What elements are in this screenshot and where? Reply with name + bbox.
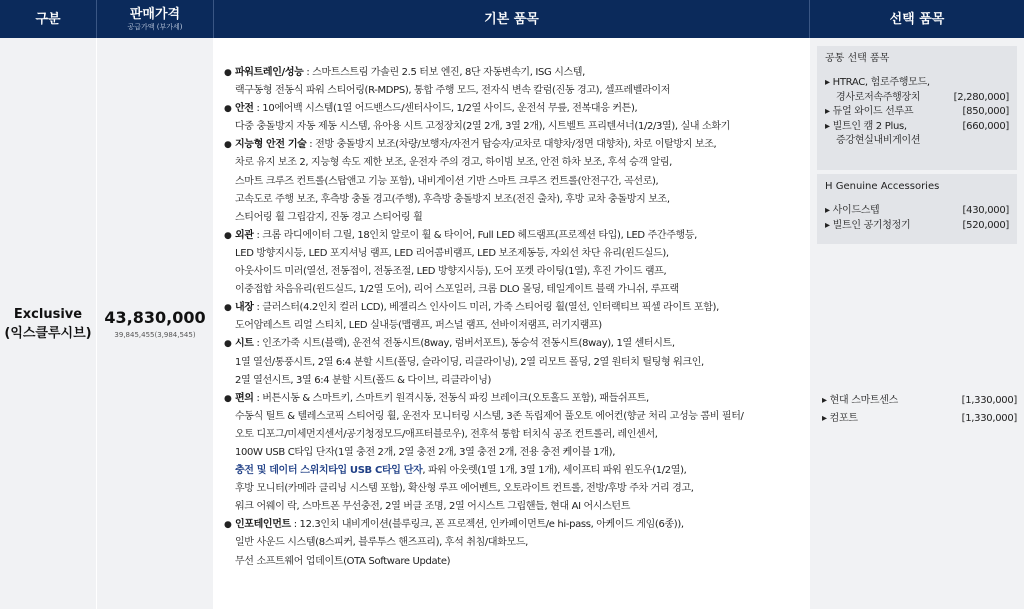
option-price: [520,000] bbox=[962, 219, 1009, 231]
header-basic bbox=[214, 0, 809, 38]
basic-item-powertrain bbox=[224, 64, 804, 100]
triangle-right-icon: ▸ bbox=[825, 205, 833, 216]
item-text: , 파워 아웃렛(1열 1개, 3열 1개), 세이프티 파워 윈도우(1/2열), bbox=[422, 465, 687, 477]
item-line: 1열 열선/통풍시트, 2열 6:4 분할 시트(폴딩, 슬라이딩, 리클라이닝), 2열 리모트 폴딩, 2열 원터치 틸팅형 워크인, bbox=[235, 356, 704, 368]
option-name: 현대 스마트센스 bbox=[829, 395, 899, 406]
price-cell bbox=[97, 38, 213, 609]
genuine-accessories-title: H Genuine Accessories bbox=[825, 181, 940, 192]
option-name-cont: 증강현실내비게이션 bbox=[836, 135, 921, 146]
item-line bbox=[235, 516, 804, 534]
bullet-icon: ● bbox=[224, 393, 232, 404]
item-line: 후방 모니터(카메라 클리닝 시스템 포함), 확산형 루프 에어벤트, 오토라이트 컨트롤, 전방/후방 주차 거리 경고, bbox=[235, 483, 694, 495]
trim-name-en: Exclusive bbox=[13, 306, 83, 322]
item-line: 도어암레스트 리얼 스티치, LED 실내등(맵램프, 퍼스널 램프, 선바이저램프, 러기지램프) bbox=[235, 320, 602, 332]
genuine-accessories-box bbox=[817, 174, 1017, 244]
item-text: : 전방 충돌방지 보조(차량/보행자/자전거 탑승자/교차로 대향차/정면 대향차), 차로 이탈방지 보조, bbox=[306, 139, 717, 151]
triangle-right-icon: ▸ bbox=[825, 120, 833, 132]
option-price: [850,000] bbox=[962, 106, 1009, 117]
trim-name-ko: (익스클루시브) bbox=[4, 325, 92, 341]
item-line: 차로 유지 보조 2, 지능형 속도 제한 보조, 운전자 주의 경고, 하이빔 보조, 안전 하차 보조, 후석 승객 알림, bbox=[235, 157, 672, 169]
item-line: 이중접합 차음유리(윈드실드, 1/2열 도어), 리어 스포일러, 크롬 DLO 몰딩, 테일게이트 블랙 가니쉬, 루프랙 bbox=[235, 284, 679, 296]
item-text: : 클러스터(4.2인치 컬러 LCD), 베젤리스 인사이드 미러, 가죽 스티어링 휠(열선, 인터랙티브 픽셀 라이트 포함), bbox=[253, 302, 719, 314]
triangle-right-icon: ▸ bbox=[822, 413, 830, 424]
triangle-right-icon: ▸ bbox=[825, 106, 833, 117]
basic-item-convenience bbox=[224, 390, 804, 517]
header-trim bbox=[0, 0, 96, 38]
option-row bbox=[825, 204, 1009, 219]
option-price: [430,000] bbox=[962, 205, 1009, 216]
header-trim-label: 구분 bbox=[35, 11, 61, 27]
basic-items-cell bbox=[214, 38, 809, 609]
option-row bbox=[825, 105, 1009, 120]
option-name: 컴포트 bbox=[829, 413, 858, 424]
option-row bbox=[825, 219, 1009, 234]
option-name: 듀얼 와이드 선루프 bbox=[832, 106, 914, 117]
item-line: 워크 어웨이 락, 스마트폰 무선충전, 2열 버클 조명, 2열 어시스트 그립핸들, 현대 AI 어시스턴트 bbox=[235, 501, 631, 513]
item-line: 랙구동형 전동식 파워 스티어링(R-MDPS), 통합 주행 모드, 전자식 변속 칼럼(진동 경고), 셀프레벨라이저 bbox=[235, 85, 671, 97]
item-line: 100W USB C타입 단자(1열 충전 2개, 2열 충전 2개, 3열 충전 2개, 전용 충전 케이블 1개), bbox=[235, 446, 616, 458]
header-price-label: 판매가격 bbox=[129, 6, 181, 22]
basic-item-interior bbox=[224, 299, 804, 335]
item-line bbox=[235, 227, 804, 245]
basic-item-seats bbox=[224, 335, 804, 389]
item-line: 다중 충돌방지 자동 제동 시스템, 유아용 시트 고정장치(2열 2개, 3열 2개), 시트벨트 프리텐셔너(1/2/3열), 실내 소화기 bbox=[235, 121, 730, 133]
item-line: 일반 사운드 시스템(8스피커, 블루투스 핸즈프리), 후석 취침/대화모드, bbox=[235, 537, 528, 549]
header-option-label: 선택 품목 bbox=[889, 11, 945, 27]
item-line bbox=[235, 100, 804, 118]
highlight-text: 충전 및 데이터 스위치타입 USB C타입 단자 bbox=[235, 465, 423, 477]
category-label: 외관 bbox=[235, 229, 254, 241]
options-cell bbox=[810, 38, 1024, 609]
item-line: 무선 소프트웨어 업데이트(OTA Software Update) bbox=[235, 555, 451, 567]
item-text: : 스마트스트림 가솔린 2.5 터보 엔진, 8단 자동변속기, ISG 시스템, bbox=[303, 67, 585, 78]
common-options-box bbox=[817, 46, 1017, 170]
basic-item-intelligent-safety bbox=[224, 136, 804, 226]
basic-item-exterior bbox=[224, 227, 804, 299]
item-text: : 10에어백 시스템(1열 어드밴스드/센터사이드, 1/2열 사이드, 운전석 무릎, 전복대응 커튼), bbox=[253, 103, 638, 115]
option-price: [2,280,000] bbox=[953, 91, 1009, 103]
header-basic-label: 기본 품목 bbox=[484, 11, 539, 27]
option-row bbox=[825, 91, 1009, 106]
item-line: 스마트 크루즈 컨트롤(스탑앤고 기능 포함), 내비게이션 기반 스마트 크루즈 컨트롤(안전구간, 곡선로), bbox=[235, 175, 659, 187]
supply-price: 39,845,455(3,984,545) bbox=[114, 331, 196, 339]
option-row bbox=[822, 410, 1017, 428]
bullet-icon: ● bbox=[224, 104, 232, 115]
common-options-title: 공통 선택 품목 bbox=[825, 53, 890, 64]
option-row bbox=[825, 120, 1009, 135]
bullet-icon: ● bbox=[224, 68, 232, 78]
item-line bbox=[235, 462, 804, 480]
category-label: 내장 bbox=[235, 302, 254, 314]
item-line bbox=[235, 136, 804, 154]
header-price-sublabel: 공급가액 (부가세) bbox=[127, 22, 183, 31]
item-line: 아웃사이드 미러(열선, 전동접이, 전동조절, LED 방향지시등), 도어 포켓 라이팅(1열), 후진 가이드 램프, bbox=[235, 266, 667, 278]
category-label: 파워트레인/성능 bbox=[235, 67, 304, 78]
option-row bbox=[825, 134, 1009, 149]
table-header bbox=[0, 0, 1024, 38]
basic-items-list bbox=[224, 64, 804, 571]
option-name: HTRAC, 험로주행모드, bbox=[832, 77, 930, 88]
item-line: 고속도로 주행 보조, 후측방 충돌 경고(주행), 후측방 충돌방지 보조(전진 출차), 후방 교차 충돌방지 보조, bbox=[235, 193, 670, 205]
bullet-icon: ● bbox=[224, 520, 232, 531]
option-price: [1,330,000] bbox=[961, 395, 1017, 406]
category-label: 시트 bbox=[235, 338, 254, 350]
item-line bbox=[235, 64, 804, 82]
category-label: 지능형 안전 기술 bbox=[235, 139, 307, 151]
retail-price: 43,830,000 bbox=[104, 308, 206, 327]
triangle-right-icon: ▸ bbox=[822, 395, 830, 406]
triangle-right-icon: ▸ bbox=[825, 77, 833, 88]
item-text: : 크롬 라디에이터 그릴, 18인치 알로이 휠 & 타이어, Full LED 헤드램프(프로젝션 타입), LED 주간주행등, bbox=[253, 229, 697, 241]
option-name: 빌트인 공기청정기 bbox=[832, 219, 911, 231]
option-price: [1,330,000] bbox=[961, 413, 1017, 424]
trim-options-list bbox=[822, 392, 1017, 428]
item-line: 2열 열선시트, 3열 6:4 분할 시트(폴드 & 다이브, 리클라이닝) bbox=[235, 374, 492, 386]
basic-item-infotainment bbox=[224, 516, 804, 570]
bullet-icon: ● bbox=[224, 140, 232, 151]
item-line: LED 방향지시등, LED 포지셔닝 램프, LED 리어콤비램프, LED 보조제동등, 자외선 차단 유리(윈드실드), bbox=[235, 247, 669, 259]
item-line: 스티어링 휠 그립감지, 진동 경고 스티어링 휠 bbox=[235, 211, 423, 223]
item-line: 수동식 틸트 & 텔레스코픽 스티어링 휠, 운전자 모니터링 시스템, 3존 독립제어 풀오토 에어컨(향균 처리 고성능 콤비 필터/ bbox=[235, 410, 744, 422]
category-label: 편의 bbox=[235, 392, 254, 404]
basic-item-safety bbox=[224, 100, 804, 136]
header-option bbox=[810, 0, 1024, 38]
category-label: 안전 bbox=[235, 103, 254, 115]
triangle-right-icon: ▸ bbox=[825, 219, 833, 231]
header-price bbox=[97, 0, 213, 38]
item-line bbox=[235, 335, 804, 353]
option-row bbox=[822, 392, 1017, 410]
trim-cell bbox=[0, 38, 96, 609]
item-line bbox=[235, 299, 804, 317]
category-label: 인포테인먼트 bbox=[235, 519, 291, 531]
option-name: 사이드스텝 bbox=[832, 205, 880, 216]
item-text: : 버튼시동 & 스마트키, 스마트키 원격시동, 전동식 파킹 브레이크(오토홀드 포함), 패들쉬프트, bbox=[253, 392, 649, 404]
option-row bbox=[825, 76, 1009, 91]
option-price: [660,000] bbox=[962, 120, 1009, 132]
item-text: : 인조가죽 시트(블랙), 운전석 전동시트(8way, 럼버서포트), 동승석 전동시트(8way), 1열 센터시트, bbox=[253, 338, 675, 350]
item-line: 오토 디포그/미세먼지센서/공기청정모드/애프터블로우), 전후석 통합 터치식 공조 컨트롤러, 레인센서, bbox=[235, 428, 658, 440]
item-text: : 12.3인치 내비게이션(블루링크, 폰 프로젝션, 인카페이먼트/e hi-pass, 아케이드 게임(6종)), bbox=[290, 519, 684, 531]
bullet-icon: ● bbox=[224, 339, 232, 350]
item-line bbox=[235, 390, 804, 408]
option-name-cont: 경사로저속주행장치 bbox=[836, 91, 921, 103]
bullet-icon: ● bbox=[224, 303, 232, 314]
option-name: 빌트인 캠 2 Plus, bbox=[832, 120, 907, 132]
bullet-icon: ● bbox=[224, 230, 232, 241]
